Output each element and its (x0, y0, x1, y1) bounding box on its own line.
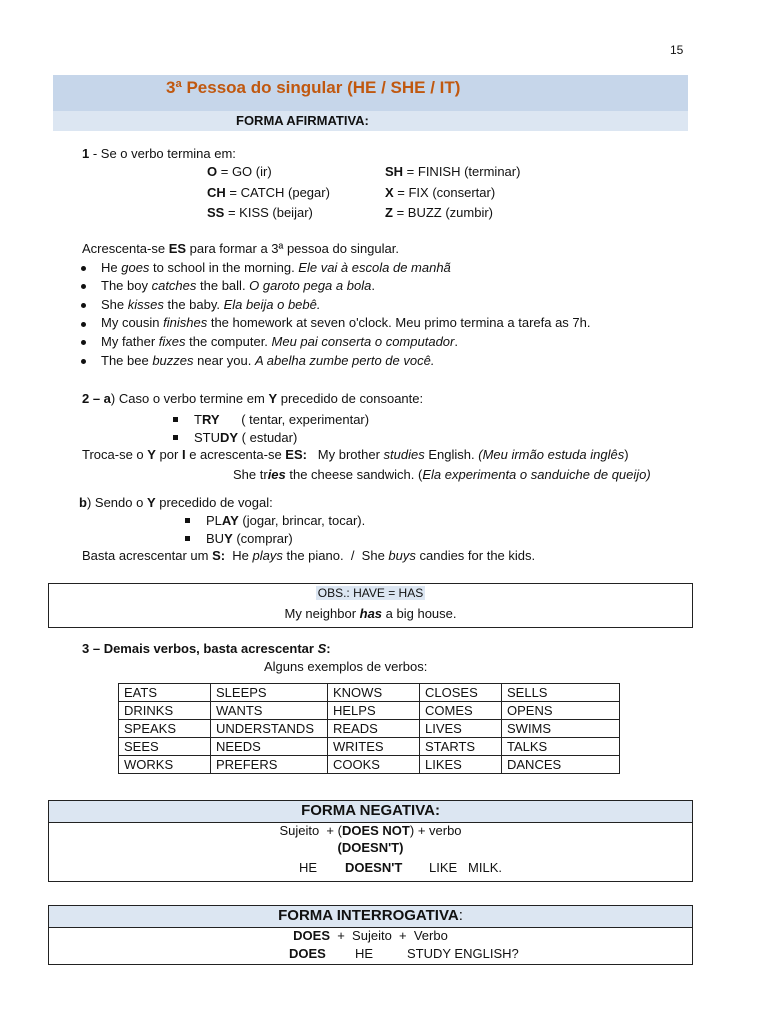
table-row (119, 756, 620, 774)
rule1-heading: 1 - Se o verbo termina em: (82, 146, 236, 161)
example-line: My father fixes the computer. Meu pai conserta o computador. (101, 334, 458, 349)
rule2b-heading: b) Sendo o Y precedido de vogal: (79, 495, 273, 510)
ending-ch: CH = CATCH (pegar) (207, 185, 330, 200)
section-subtitle: FORMA AFIRMATIVA: (236, 113, 369, 128)
table-cell: WORKS (119, 756, 211, 774)
interrogativa-title: FORMA INTERROGATIVA: (278, 907, 463, 924)
table-row (119, 702, 620, 720)
example-line: The bee buzzes near you. A abelha zumbe perto de você. (101, 353, 435, 368)
table-cell: LIKES (420, 756, 502, 774)
interrogativa-example-rest: STUDY ENGLISH? (407, 946, 519, 961)
page-title: 3ª Pessoa do singular (HE / SHE / IT) (166, 78, 461, 97)
verb-item: BUY (comprar) (206, 531, 293, 546)
table-row (119, 738, 620, 756)
ending-o: O = GO (ir) (207, 164, 272, 179)
table-cell: DANCES (502, 756, 620, 774)
rule3-subtitle: Alguns exemplos de verbos: (264, 659, 428, 674)
square-bullet (185, 536, 190, 541)
table-cell: PREFERS (211, 756, 328, 774)
rule2a-explanation: Troca-se o Y por I e acrescenta-se ES: My brother studies English. (Meu irmão estuda inglês) (82, 447, 629, 462)
negativa-formula-contraction: (DOESN'T) (337, 840, 404, 855)
interrogativa-formula: DOES + Sujeito + Verbo (293, 928, 448, 943)
table-cell: READS (328, 720, 420, 738)
table-cell: DRINKS (119, 702, 211, 720)
page-number: 15 (670, 43, 684, 57)
negativa-formula: Sujeito + (DOES NOT) + verbo (279, 823, 462, 838)
table-cell: SLEEPS (211, 684, 328, 702)
bullet (81, 284, 86, 289)
table-cell: EATS (119, 684, 211, 702)
table-cell: SEES (119, 738, 211, 756)
verb-item: TRY ( tentar, experimentar) (194, 412, 370, 427)
table-cell: WRITES (328, 738, 420, 756)
ending-z: Z = BUZZ (zumbir) (385, 205, 493, 220)
table-row (119, 720, 620, 738)
table-cell: OPENS (502, 702, 620, 720)
negativa-title: FORMA NEGATIVA: (301, 802, 440, 819)
verb-item: PLAY (jogar, brincar, tocar). (206, 513, 366, 528)
bullet (81, 322, 86, 327)
square-bullet (173, 417, 178, 422)
table-cell: TALKS (502, 738, 620, 756)
bullet (81, 340, 86, 345)
bullet (81, 266, 86, 271)
negativa-example-subject: HE (299, 860, 318, 875)
bullet (81, 359, 86, 364)
interrogativa-example-subject: HE (355, 946, 374, 961)
example-line: She kisses the baby. Ela beija o bebê. (101, 297, 321, 312)
table-cell: HELPS (328, 702, 420, 720)
example-line: He goes to school in the morning. Ele vai à escola de manhã (101, 260, 451, 275)
table-row (119, 684, 620, 702)
interrogativa-example-aux: DOES (289, 946, 326, 961)
subtitle-band (53, 111, 688, 131)
example-line: The boy catches the ball. O garoto pega a bola. (101, 278, 375, 293)
table-cell: CLOSES (420, 684, 502, 702)
example-line: My cousin finishes the homework at seven o'clock. Meu primo termina a tarefa as 7h. (101, 315, 591, 330)
table-cell: KNOWS (328, 684, 420, 702)
table-cell: LIVES (420, 720, 502, 738)
table-cell: STARTS (420, 738, 502, 756)
rule1-intro: Acrescenta-se ES para formar a 3ª pessoa do singular. (82, 241, 399, 256)
negativa-example-aux: DOESN'T (345, 860, 403, 875)
verb-item: STUDY ( estudar) (194, 430, 298, 445)
table-cell: COMES (420, 702, 502, 720)
rule2b-explanation: Basta acrescentar um S: He plays the piano. / She buys candies for the kids. (82, 548, 536, 563)
verbs-table (118, 683, 620, 774)
table-cell: COOKS (328, 756, 420, 774)
negativa-example-verb: LIKE MILK. (429, 860, 502, 875)
table-cell: UNDERSTANDS (211, 720, 328, 738)
table-cell: WANTS (211, 702, 328, 720)
square-bullet (173, 435, 178, 440)
ending-ss: SS = KISS (beijar) (207, 205, 313, 220)
ending-sh: SH = FINISH (terminar) (385, 164, 521, 179)
rule2a-example: She tries the cheese sandwich. (Ela experimenta o sanduiche de queijo) (233, 467, 651, 482)
square-bullet (185, 518, 190, 523)
ending-x: X = FIX (consertar) (385, 185, 496, 200)
table-cell: SPEAKS (119, 720, 211, 738)
rule2a-heading: 2 – a) Caso o verbo termine em Y precedido de consoante: (82, 391, 424, 406)
table-cell: NEEDS (211, 738, 328, 756)
obs-example: My neighbor has a big house. (284, 606, 457, 621)
rule3-heading: 3 – Demais verbos, basta acrescentar S: (82, 641, 331, 656)
obs-label: OBS.: HAVE = HAS (317, 586, 424, 600)
table-cell: SWIMS (502, 720, 620, 738)
table-cell: SELLS (502, 684, 620, 702)
bullet (81, 303, 86, 308)
